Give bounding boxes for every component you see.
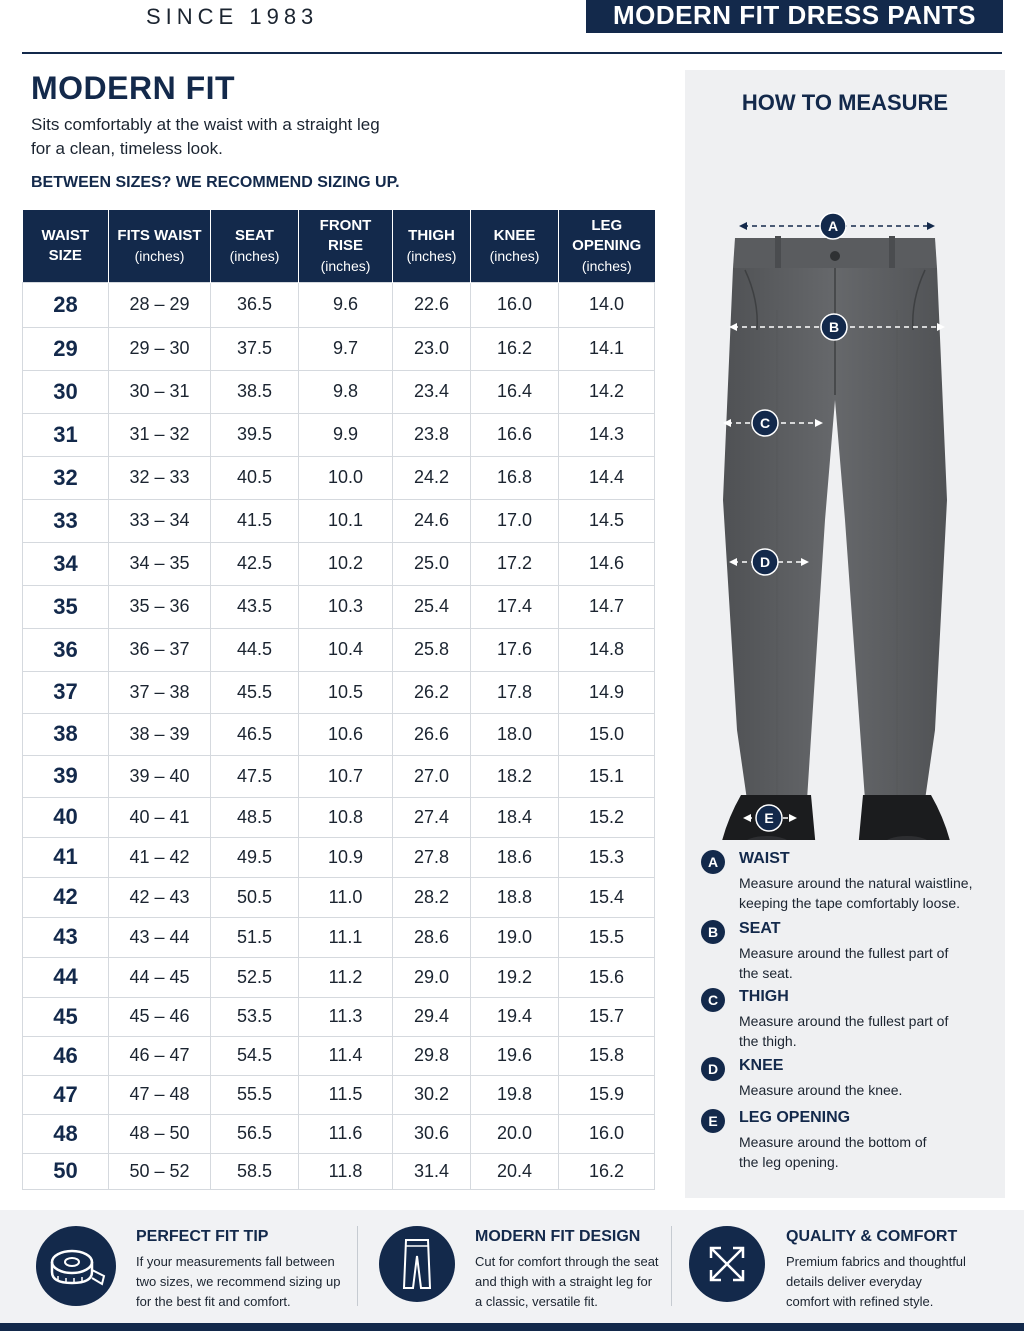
measurement-cell: 31 – 32 (109, 413, 211, 456)
table-row (23, 370, 655, 413)
measurement-cell: 14.1 (559, 327, 655, 370)
measurement-cell: 14.7 (559, 585, 655, 628)
measurement-cell: 20.0 (471, 1114, 559, 1153)
measurement-cell: 15.1 (559, 755, 655, 797)
measurement-cell: 43.5 (211, 585, 299, 628)
measurement-cell: 15.8 (559, 1036, 655, 1075)
feature-quality (689, 1224, 989, 1324)
measurement-cell: 15.6 (559, 957, 655, 997)
measurement-cell: 17.8 (471, 671, 559, 713)
waist-size-cell: 34 (23, 542, 109, 585)
table-row (23, 542, 655, 585)
table-row (23, 837, 655, 877)
measurement-cell: 50 – 52 (109, 1153, 211, 1189)
table-row (23, 327, 655, 370)
measurement-cell: 43 – 44 (109, 917, 211, 957)
waist-size-cell: 33 (23, 499, 109, 542)
table-row (23, 585, 655, 628)
sizing-recommendation: BETWEEN SIZES? WE RECOMMEND SIZING UP. (31, 174, 400, 191)
waist-size-cell: 42 (23, 877, 109, 917)
table-row (23, 413, 655, 456)
how-to-measure-title: HOW TO MEASURE (741, 90, 949, 115)
measurement-cell: 11.5 (299, 1075, 393, 1114)
svg-text:B: B (828, 319, 840, 335)
measurement-cell: 18.6 (471, 837, 559, 877)
how-to-measure-panel (685, 70, 1005, 1198)
measurement-cell: 49.5 (211, 837, 299, 877)
waist-size-cell: 36 (23, 628, 109, 671)
table-row (23, 671, 655, 713)
header-label: FRONT RISE (319, 216, 372, 254)
waist-size-cell: 47 (23, 1075, 109, 1114)
measurement-cell: 36.5 (211, 282, 299, 327)
header-leg-opening (559, 210, 655, 282)
since-label: SINCE 1983 (146, 4, 319, 29)
measurement-cell: 37.5 (211, 327, 299, 370)
waist-size-cell: 43 (23, 917, 109, 957)
measurement-cell: 22.6 (393, 282, 471, 327)
header-label: FITS WAIST (117, 226, 202, 244)
header-front-rise (299, 210, 393, 282)
legend-badge: B (701, 920, 725, 944)
measurement-cell: 16.2 (559, 1153, 655, 1189)
header-knee (471, 210, 559, 282)
waist-size-cell: 32 (23, 456, 109, 499)
table-row (23, 957, 655, 997)
measurement-cell: 19.6 (471, 1036, 559, 1075)
measurement-cell: 14.2 (559, 370, 655, 413)
header-thigh (393, 210, 471, 282)
measurement-cell: 15.0 (559, 713, 655, 755)
table-header-row (23, 210, 655, 282)
measurement-cell: 24.6 (393, 499, 471, 542)
measurement-cell: 30 – 31 (109, 370, 211, 413)
header-unit: (inches) (320, 257, 371, 274)
measurement-cell: 33 – 34 (109, 499, 211, 542)
top-bar (0, 0, 1024, 52)
header-label: KNEE (493, 226, 536, 244)
waist-size-cell: 31 (23, 413, 109, 456)
table-row (23, 797, 655, 837)
header-label: SEAT (235, 226, 274, 244)
marker-d (752, 549, 778, 575)
measurement-cell: 15.7 (559, 997, 655, 1036)
measurement-cell: 14.5 (559, 499, 655, 542)
measurement-cell: 48.5 (211, 797, 299, 837)
measurement-cell: 15.9 (559, 1075, 655, 1114)
measurement-cell: 47.5 (211, 755, 299, 797)
measurement-cell: 19.8 (471, 1075, 559, 1114)
header-unit: (inches) (406, 247, 457, 264)
measurement-cell: 30.2 (393, 1075, 471, 1114)
measurement-cell: 9.8 (299, 370, 393, 413)
waist-size-cell: 44 (23, 957, 109, 997)
measurement-cell: 23.4 (393, 370, 471, 413)
measurement-cell: 9.7 (299, 327, 393, 370)
measurement-cell: 10.2 (299, 542, 393, 585)
svg-text:A: A (827, 218, 839, 234)
legend-name: WAIST (739, 850, 790, 867)
table-row (23, 997, 655, 1036)
fit-title: MODERN FIT (31, 70, 236, 106)
measurement-cell: 18.2 (471, 755, 559, 797)
measurement-cell: 23.0 (393, 327, 471, 370)
measurement-cell: 24.2 (393, 456, 471, 499)
measurement-cell: 37 – 38 (109, 671, 211, 713)
table-row (23, 755, 655, 797)
measurement-cell: 27.0 (393, 755, 471, 797)
measurement-cell: 47 – 48 (109, 1075, 211, 1114)
measurement-cell: 45.5 (211, 671, 299, 713)
measurement-cell: 20.4 (471, 1153, 559, 1189)
feature-title: MODERN FIT DESIGN (475, 1228, 641, 1245)
header-unit: (inches) (489, 247, 540, 264)
measurement-cell: 11.6 (299, 1114, 393, 1153)
measurement-cell: 10.0 (299, 456, 393, 499)
measurement-cell: 17.6 (471, 628, 559, 671)
measurement-cell: 26.2 (393, 671, 471, 713)
feature-modern-fit (379, 1224, 669, 1324)
header-unit: (inches) (134, 247, 185, 264)
measurement-cell: 58.5 (211, 1153, 299, 1189)
measurement-cell: 31.4 (393, 1153, 471, 1189)
feature-text: If your measurements fall between two sizes, we recommend sizing up for the best fit and comfort. (136, 1254, 341, 1309)
measurement-cell: 10.6 (299, 713, 393, 755)
measurement-cell: 18.4 (471, 797, 559, 837)
measurement-cell: 52.5 (211, 957, 299, 997)
table-body (23, 282, 655, 1189)
header-divider (22, 52, 1002, 54)
marker-a (820, 213, 846, 239)
feature-title: PERFECT FIT TIP (136, 1228, 269, 1245)
measurement-cell: 16.0 (559, 1114, 655, 1153)
measurement-cell: 28.2 (393, 877, 471, 917)
measurement-cell: 15.5 (559, 917, 655, 957)
measurement-cell: 16.8 (471, 456, 559, 499)
header-unit: (inches) (581, 257, 632, 274)
measurement-cell: 19.0 (471, 917, 559, 957)
measurement-cell: 40.5 (211, 456, 299, 499)
right-shoe (857, 795, 955, 840)
measurement-cell: 39 – 40 (109, 755, 211, 797)
table-row (23, 917, 655, 957)
waist-size-cell: 50 (23, 1153, 109, 1189)
table-row (23, 877, 655, 917)
legend-badge: A (701, 850, 725, 874)
measurement-cell: 46.5 (211, 713, 299, 755)
size-chart-table (22, 210, 655, 1190)
measurement-cell: 11.0 (299, 877, 393, 917)
measurement-cell: 42.5 (211, 542, 299, 585)
marker-e (756, 805, 782, 831)
measurement-cell: 19.4 (471, 997, 559, 1036)
measurement-cell: 14.9 (559, 671, 655, 713)
header-unit: (inches) (229, 247, 280, 264)
legend-description: Measure around the natural waistline, keeping the tape comfortably loose. (739, 875, 973, 911)
table-row (23, 282, 655, 327)
waist-size-cell: 37 (23, 671, 109, 713)
measurement-cell: 11.3 (299, 997, 393, 1036)
measurement-cell: 14.0 (559, 282, 655, 327)
waist-size-cell: 38 (23, 713, 109, 755)
marker-c (752, 410, 778, 436)
feature-divider (671, 1226, 672, 1306)
feature-text: Premium fabrics and thoughtful details deliver everyday comfort with refined style. (786, 1254, 966, 1309)
table-row (23, 456, 655, 499)
pants-diagram (685, 140, 1005, 840)
measurement-cell: 14.4 (559, 456, 655, 499)
waist-size-cell: 30 (23, 370, 109, 413)
measurement-cell: 36 – 37 (109, 628, 211, 671)
measurement-cell: 10.7 (299, 755, 393, 797)
measurement-cell: 50.5 (211, 877, 299, 917)
table-row (23, 628, 655, 671)
feature-text: Cut for comfort through the seat and thigh with a straight leg for a classic, versatile fit. (475, 1254, 659, 1309)
table-row (23, 713, 655, 755)
measurement-cell: 11.4 (299, 1036, 393, 1075)
measurement-cell: 10.8 (299, 797, 393, 837)
legend-description: Measure around the fullest part of the thigh. (739, 1013, 949, 1049)
legend-badge: C (701, 988, 725, 1012)
measurement-cell: 14.8 (559, 628, 655, 671)
measurement-cell: 35 – 36 (109, 585, 211, 628)
legend-description: Measure around the knee. (739, 1082, 903, 1098)
measurement-cell: 17.2 (471, 542, 559, 585)
measurement-cell: 16.2 (471, 327, 559, 370)
measurement-cell: 26.6 (393, 713, 471, 755)
measurement-cell: 15.3 (559, 837, 655, 877)
measurement-cell: 30.6 (393, 1114, 471, 1153)
marker-b (821, 314, 847, 340)
measurement-cell: 19.2 (471, 957, 559, 997)
legend-badge: D (701, 1057, 725, 1081)
measurement-cell: 38 – 39 (109, 713, 211, 755)
table-row (23, 1036, 655, 1075)
header-seat (211, 210, 299, 282)
measurement-cell: 10.1 (299, 499, 393, 542)
legend-name: SEAT (739, 920, 781, 937)
measurement-cell: 10.9 (299, 837, 393, 877)
measurement-cell: 16.0 (471, 282, 559, 327)
legend-name: THIGH (739, 988, 789, 1005)
measurement-cell: 44.5 (211, 628, 299, 671)
legend-description: Measure around the bottom of the leg opening. (739, 1134, 927, 1170)
measurement-cell: 45 – 46 (109, 997, 211, 1036)
measurement-cell: 25.4 (393, 585, 471, 628)
measurement-cell: 41.5 (211, 499, 299, 542)
measurement-cell: 16.4 (471, 370, 559, 413)
measurement-cell: 27.4 (393, 797, 471, 837)
waist-size-cell: 28 (23, 282, 109, 327)
measurement-cell: 16.6 (471, 413, 559, 456)
measurement-cell: 10.3 (299, 585, 393, 628)
measurement-cell: 54.5 (211, 1036, 299, 1075)
measurement-cell: 11.1 (299, 917, 393, 957)
measurement-cell: 44 – 45 (109, 957, 211, 997)
measurement-cell: 15.4 (559, 877, 655, 917)
features-footer (0, 1210, 1024, 1331)
table-row (23, 1114, 655, 1153)
footer-bottom-rule (0, 1323, 1024, 1331)
svg-text:D: D (759, 554, 771, 570)
measurement-cell: 10.4 (299, 628, 393, 671)
measurement-cell: 23.8 (393, 413, 471, 456)
measurement-cell: 18.0 (471, 713, 559, 755)
waist-size-cell: 45 (23, 997, 109, 1036)
measurement-cell: 28 – 29 (109, 282, 211, 327)
measurement-cell: 29 – 30 (109, 327, 211, 370)
feature-title: QUALITY & COMFORT (786, 1228, 958, 1245)
measurement-cell: 38.5 (211, 370, 299, 413)
measurement-cell: 9.9 (299, 413, 393, 456)
measurement-cell: 51.5 (211, 917, 299, 957)
header-waist-size (23, 210, 109, 282)
measurement-cell: 42 – 43 (109, 877, 211, 917)
header-banner: MODERN FIT DRESS PANTS (586, 0, 1003, 33)
measurement-cell: 32 – 33 (109, 456, 211, 499)
svg-text:E: E (764, 810, 774, 826)
measurement-cell: 29.4 (393, 997, 471, 1036)
measurement-cell: 29.8 (393, 1036, 471, 1075)
header-label: LEG OPENING (572, 216, 642, 254)
header-label: WAIST SIZE (41, 226, 89, 264)
waist-size-cell: 40 (23, 797, 109, 837)
legend-name: LEG OPENING (739, 1109, 851, 1126)
measurement-cell: 15.2 (559, 797, 655, 837)
measurement-cell: 48 – 50 (109, 1114, 211, 1153)
measurement-cell: 39.5 (211, 413, 299, 456)
measurement-cell: 40 – 41 (109, 797, 211, 837)
waist-size-cell: 39 (23, 755, 109, 797)
svg-text:C: C (759, 415, 771, 431)
measurement-cell: 25.0 (393, 542, 471, 585)
table-row (23, 1153, 655, 1189)
legend-badge: E (701, 1109, 725, 1133)
waist-size-cell: 29 (23, 327, 109, 370)
legend-description: Measure around the fullest part of the seat. (739, 945, 949, 981)
measurement-cell: 11.8 (299, 1153, 393, 1189)
waist-size-cell: 46 (23, 1036, 109, 1075)
pants-icon (379, 1226, 455, 1302)
measurement-cell: 10.5 (299, 671, 393, 713)
measurement-cell: 9.6 (299, 282, 393, 327)
header-label: THIGH (408, 226, 455, 244)
waist-size-cell: 35 (23, 585, 109, 628)
measurement-cell: 25.8 (393, 628, 471, 671)
measurement-cell: 17.4 (471, 585, 559, 628)
measurement-cell: 14.6 (559, 542, 655, 585)
feature-divider (357, 1226, 358, 1306)
table-row (23, 499, 655, 542)
feature-fit-tip (36, 1224, 356, 1324)
measurement-cell: 55.5 (211, 1075, 299, 1114)
measurement-cell: 17.0 (471, 499, 559, 542)
measurement-cell: 28.6 (393, 917, 471, 957)
waist-size-cell: 48 (23, 1114, 109, 1153)
measurement-cell: 53.5 (211, 997, 299, 1036)
measurement-cell: 29.0 (393, 957, 471, 997)
measurement-cell: 27.8 (393, 837, 471, 877)
expand-arrows-icon (689, 1226, 765, 1302)
measurement-cell: 41 – 42 (109, 837, 211, 877)
header-fits-waist (109, 210, 211, 282)
fit-description: Sits comfortably at the waist with a straight leg for a clean, timeless look. (31, 115, 380, 158)
measurement-cell: 11.2 (299, 957, 393, 997)
measurement-cell: 46 – 47 (109, 1036, 211, 1075)
measurement-cell: 18.8 (471, 877, 559, 917)
table-row (23, 1075, 655, 1114)
measurement-cell: 14.3 (559, 413, 655, 456)
measurement-cell: 56.5 (211, 1114, 299, 1153)
waist-size-cell: 41 (23, 837, 109, 877)
legend-name: KNEE (739, 1057, 784, 1074)
measurement-cell: 34 – 35 (109, 542, 211, 585)
tape-measure-icon (36, 1226, 116, 1306)
